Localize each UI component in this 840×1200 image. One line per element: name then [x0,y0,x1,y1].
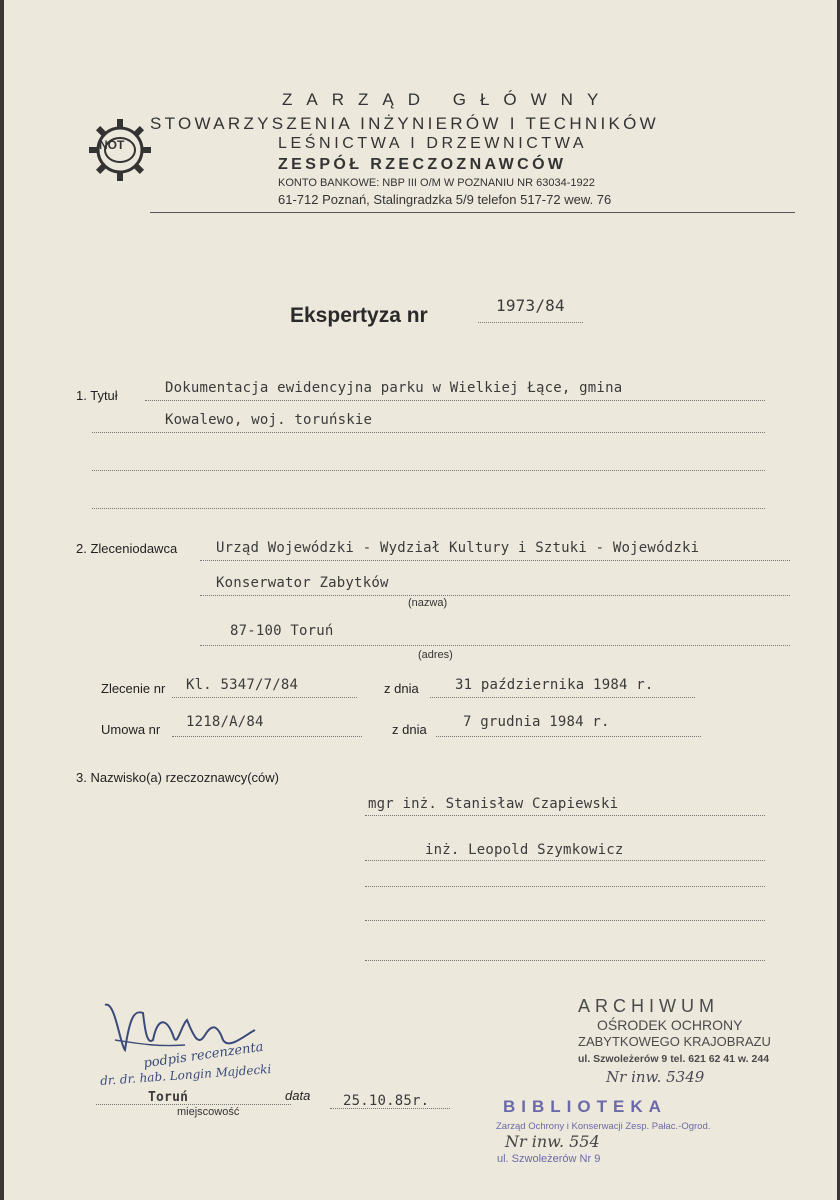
archive-stamp-title: ARCHIWUM [578,996,719,1016]
document-number: 1973/84 [496,296,565,315]
client-line-2: Konserwator Zabytków [216,575,389,591]
rule-contract-date [436,736,701,737]
client-line-1: Urząd Wojewódzki - Wydział Kultury i Sztuki - Wojewódzki [216,540,700,556]
rule-2c [200,645,790,646]
header-line-4: ZESPÓŁ RZECZOZNAWCÓW [278,156,567,173]
rule-expert-5 [365,960,765,961]
place-value: Toruń [148,1090,189,1105]
rule-expert-2 [365,860,765,861]
order-date-value: 31 października 1984 r. [455,677,654,693]
rule-2b [200,595,790,596]
expert-2: inż. Leopold Szymkowicz [425,842,624,858]
rule-1c [92,470,765,471]
order-number-value: Kl. 5347/7/84 [186,677,299,693]
client-address: 87-100 Toruń [230,623,334,639]
nazwa-caption: (nazwa) [408,597,448,609]
item-1-title-line-1: Dokumentacja ewidencyjna parku w Wielkiej Łące, gmina [165,380,623,396]
rule-date [330,1108,450,1109]
contract-number-value: 1218/A/84 [186,714,264,730]
rule-place [96,1104,291,1105]
header-address: 61-712 Poznań, Stalingradzka 5/9 telefon 517-72 wew. 76 [278,192,612,207]
expert-1: mgr inż. Stanisław Czapiewski [368,796,619,812]
archive-stamp-line-4: ul. Szwoleżerów 9 tel. 621 62 41 w. 244 [578,1053,770,1065]
document-number-line [478,322,583,323]
rule-1b [92,432,765,433]
item-2-label: 2. Zleceniodawca [76,541,178,556]
adres-caption: (adres) [418,649,453,661]
archive-inventory-number: Nr inw. 5349 [606,1068,705,1086]
header-rule [150,212,795,213]
item-1-title-line-2: Kowalewo, woj. toruńskie [165,412,373,428]
rule-2a [200,560,790,561]
header-bank-account: KONTO BANKOWE: NBP III O/M W POZNANIU NR 63034-1922 [278,177,595,189]
order-date-label: z dnia [384,681,419,696]
archive-stamp-line-3: ZABYTKOWEGO KRAJOBRAZU [578,1034,771,1049]
rule-1a [145,400,765,401]
order-number-label: Zlecenie nr [101,681,166,696]
date-label: data [285,1088,311,1103]
reviewer-caption: podpis recenzenta [142,1039,265,1072]
rule-contract-number [172,736,362,737]
header-line-1: ZARZĄD GŁÓWNY [282,90,613,109]
contract-date-label: z dnia [392,722,427,737]
library-stamp-line-2: Zarząd Ochrony i Konserwacji Zesp. Pałac.-Ogrod. [496,1121,711,1132]
date-value: 25.10.85r. [343,1093,430,1109]
item-3-label: 3. Nazwisko(a) rzeczoznawcy(ców) [76,770,279,785]
library-stamp-line-3: ul. Szwoleżerów Nr 9 [497,1153,601,1165]
rule-1d [92,508,765,509]
library-inventory-number: Nr inw. 554 [505,1132,600,1151]
reviewer-name: dr. dr. hab. Longin Majdecki [99,1062,272,1088]
rule-order-number [172,697,357,698]
rule-expert-4 [365,920,765,921]
document-title: Ekspertyza nr [290,304,428,327]
rule-expert-3 [365,886,765,887]
header-line-3: LEŚNICTWA I DRZEWNICTWA [278,135,588,152]
library-stamp-title: BIBLIOTEKA [503,1097,667,1116]
logo-text: NOT [99,138,125,152]
place-caption: miejscowość [177,1106,240,1118]
contract-number-label: Umowa nr [101,722,161,737]
header-line-2: STOWARZYSZENIA INŻYNIERÓW I TECHNIKÓW [150,114,660,133]
contract-date-value: 7 grudnia 1984 r. [463,714,610,730]
rule-expert-1 [365,815,765,816]
archive-stamp-line-2: OŚRODEK OCHRONY [597,1017,743,1033]
rule-order-date [430,697,695,698]
item-1-label: 1. Tytuł [76,388,118,403]
